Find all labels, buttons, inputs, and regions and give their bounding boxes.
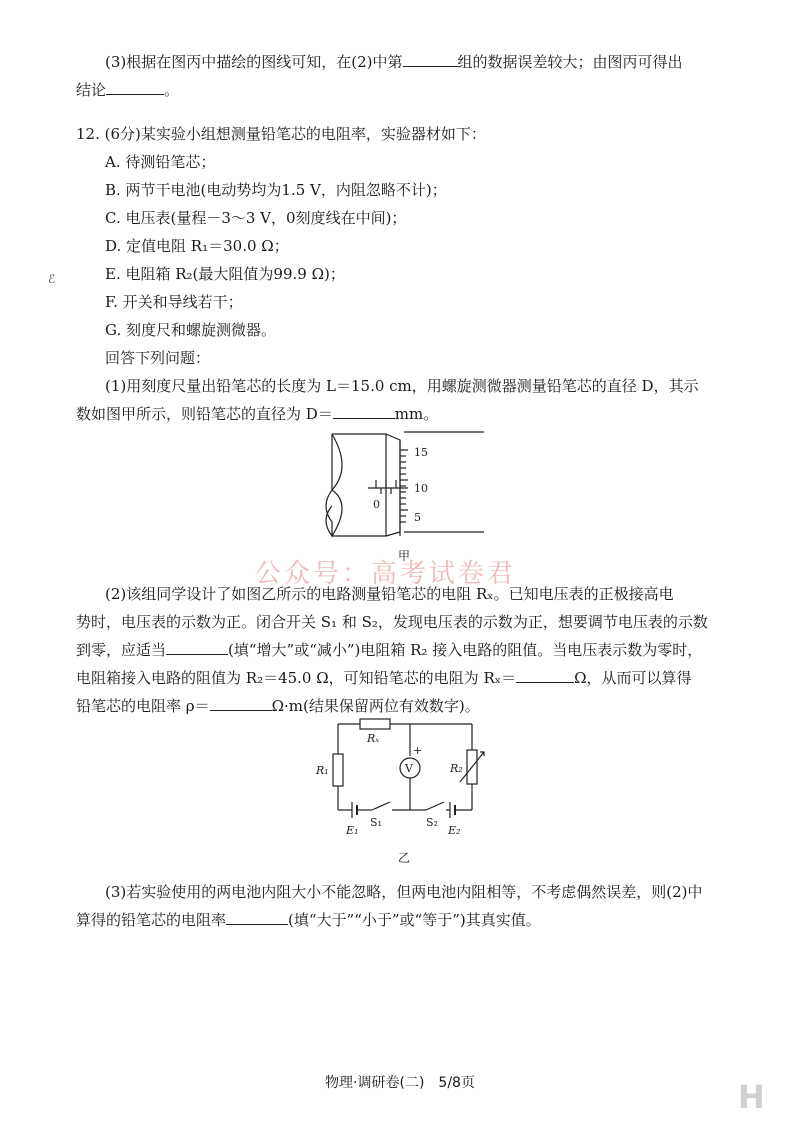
- material-item: G. 刻度尺和螺旋测微器。: [105, 321, 276, 339]
- part1-line2: [76, 404, 438, 424]
- label-e2: E₂: [448, 824, 461, 837]
- answer-blank[interactable]: [403, 52, 458, 67]
- voltmeter-symbol: V: [405, 762, 413, 775]
- part2-text: 铅笔芯的电阻率 ρ＝: [76, 697, 210, 715]
- answer-blank[interactable]: [516, 668, 574, 683]
- part2-text: (填“增大”或“减小”)电阻箱 R₂ 接入电路的阻值。当电压表示数为零时，: [228, 641, 703, 659]
- q11-text: 。: [164, 81, 180, 99]
- part3-line1: (3)若实验使用的两电池内阻大小不能忽略，但两电池内阻相等，不考虑偶然误差，则(2)中: [105, 883, 703, 901]
- corner-mark: H: [738, 1078, 765, 1116]
- part2-line3: [76, 640, 702, 660]
- q12-stem: 12. (6分)某实验小组想测量铅笔芯的电阻率，实验器材如下：: [76, 125, 486, 143]
- thimble-tick-label: 10: [414, 482, 428, 495]
- part3-line2: [76, 910, 541, 930]
- figure-caption-yi: 乙: [398, 851, 411, 865]
- q11-text: 组的数据误差较大；由图丙可得出: [457, 53, 683, 71]
- part2-text: 到零，应适当: [76, 641, 167, 659]
- label-rx: Rₓ: [367, 732, 380, 745]
- label-s2: S₂: [426, 816, 438, 829]
- answer-blank[interactable]: [210, 696, 272, 711]
- material-item: C. 电压表(量程－3～3 V，0刻度线在中间)；: [105, 209, 407, 227]
- material-item: A. 待测铅笔芯；: [105, 153, 216, 171]
- stray-mark: ℰ: [48, 272, 56, 286]
- page-footer: 物理·调研卷(二) 5/8页: [325, 1075, 475, 1091]
- part2-text: 电阻箱接入电路的阻值为 R₂＝45.0 Ω，可知铅笔芯的电阻为 Rₓ＝: [76, 669, 517, 687]
- thimble-tick-label: 5: [414, 511, 421, 524]
- q11-text: (3)根据在图丙中描绘的图线可知，在(2)中第: [105, 53, 403, 71]
- material-item: F. 开关和导线若干；: [105, 293, 243, 311]
- part2-line1: (2)该组同学设计了如图乙所示的电路测量铅笔芯的电阻 Rₓ。已知电压表的正极接高电: [105, 585, 674, 603]
- part1-text: mm。: [394, 405, 439, 423]
- label-plus: +: [413, 744, 423, 757]
- q11-line1: [105, 52, 683, 72]
- label-r2: R₂: [450, 762, 463, 775]
- label-e1: E₁: [346, 824, 359, 837]
- watermark: 公众号：高考试卷君: [255, 559, 517, 589]
- material-item: E. 电阻箱 R₂(最大阻值为99.9 Ω)；: [105, 265, 345, 283]
- part3-text: 算得的铅笔芯的电阻率: [76, 911, 227, 929]
- material-item: B. 两节干电池(电动势均为1.5 V，内阻忽略不计)；: [105, 181, 447, 199]
- part3-text: (填“大于”“小于”或“等于”)其真实值。: [288, 911, 541, 929]
- part2-line4: [76, 668, 692, 688]
- part1-line1: (1)用刻度尺量出铅笔芯的长度为 L＝15.0 cm，用螺旋测微器测量铅笔芯的直径 D，其示: [105, 377, 699, 395]
- label-r1: R₁: [316, 764, 329, 777]
- part2-line2: 势时，电压表的示数为正。闭合开关 S₁ 和 S₂，发现电压表的示数为正，想要调节电压表的示数: [76, 613, 708, 631]
- part2-text: Ω·m(结果保留两位有效数字)。: [271, 697, 480, 715]
- answer-blank[interactable]: [106, 80, 164, 95]
- answer-blank[interactable]: [166, 640, 228, 655]
- part2-text: Ω，从而可以算得: [574, 669, 692, 687]
- answer-blank[interactable]: [333, 404, 395, 419]
- q11-text: 结论: [76, 81, 107, 99]
- thimble-tick-label: 15: [414, 446, 428, 459]
- label-s1: S₁: [370, 816, 382, 829]
- part1-text: 数如图甲所示，则铅笔芯的直径为 D＝: [76, 405, 333, 423]
- figure-caption-jia: 甲: [398, 549, 411, 563]
- micrometer-figure: [318, 428, 488, 568]
- material-item: D. 定值电阻 R₁＝30.0 Ω；: [105, 237, 289, 255]
- circuit-figure: [310, 714, 500, 869]
- answer-blank[interactable]: [226, 910, 288, 925]
- part2-line5: [76, 696, 480, 716]
- answer-intro: 回答下列问题：: [105, 349, 211, 367]
- sleeve-zero-label: 0: [373, 498, 380, 511]
- q11-line2: [76, 80, 179, 100]
